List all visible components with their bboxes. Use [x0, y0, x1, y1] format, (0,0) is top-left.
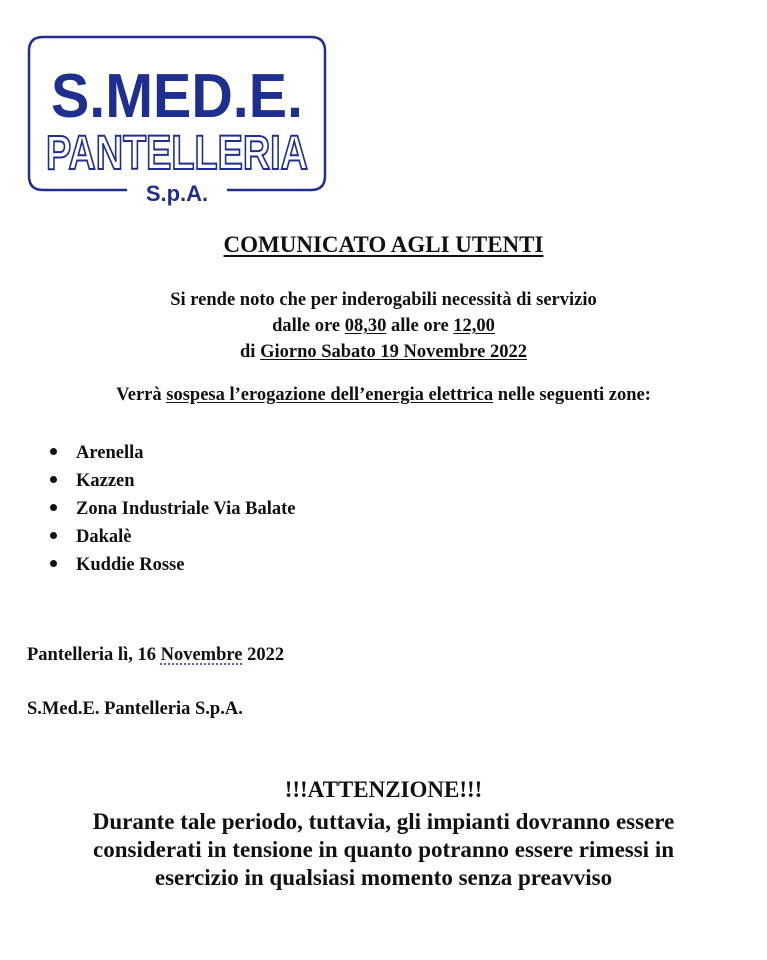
outage-announcement: [0, 385, 767, 406]
intro-line-1: Si rende noto che per inderogabili necessità di servizio: [170, 290, 597, 310]
bullet-icon: [50, 504, 57, 511]
zone-label: Dakalè: [76, 527, 132, 547]
date-year: 2022: [242, 645, 285, 665]
intro-line-2: [0, 313, 767, 339]
announcement-prefix: Verrà: [116, 385, 167, 405]
zone-label: Kuddie Rosse: [76, 555, 185, 575]
list-item: [50, 551, 295, 579]
warning-heading: !!!ATTENZIONE!!!: [284, 777, 483, 802]
intro-line-3: [0, 339, 767, 365]
date-prefix: Pantelleria lì, 16: [27, 645, 161, 665]
logo-smede-text: S.MED.E.: [51, 62, 303, 131]
page-title: COMUNICATO AGLI UTENTI: [223, 232, 544, 257]
company-logo: [27, 35, 327, 206]
zones-list: [50, 439, 295, 579]
zone-label: Kazzen: [76, 471, 135, 491]
notice-intro: [0, 287, 767, 365]
warning-body: [0, 808, 767, 892]
logo-spa-text: S.p.A.: [145, 181, 209, 206]
list-item: [50, 495, 295, 523]
start-time: 08,30: [344, 316, 387, 336]
announcement-highlight: sospesa l’erogazione dell’energia elettrica: [166, 385, 494, 405]
date-month: Novembre: [160, 645, 243, 665]
issue-date: [27, 645, 284, 666]
intro-time-prefix: dalle ore: [272, 316, 345, 336]
intro-time-middle: alle ore: [386, 316, 454, 336]
announcement-suffix: nelle seguenti zone:: [493, 385, 651, 405]
bullet-icon: [50, 560, 57, 567]
zone-label: Zona Industriale Via Balate: [76, 499, 296, 519]
logo-pantelleria-text: PANTELLERIA: [46, 127, 308, 180]
bullet-icon: [50, 476, 57, 483]
list-item: [50, 467, 295, 495]
end-time: 12,00: [453, 316, 495, 336]
intro-day-prefix: di: [240, 342, 261, 362]
warning-line-3: esercizio in qualsiasi momento senza preavviso: [154, 865, 613, 890]
bullet-icon: [50, 532, 57, 539]
warning-line-2: considerati in tensione in quanto potranno essere rimessi in: [93, 837, 674, 862]
bullet-icon: [50, 448, 57, 455]
zone-label: Arenella: [76, 443, 144, 463]
list-item: [50, 439, 295, 467]
warning-line-1: Durante tale periodo, tuttavia, gli impianti dovranno essere: [92, 809, 675, 834]
outage-day: Giorno Sabato 19 Novembre 2022: [260, 342, 527, 362]
list-item: [50, 523, 295, 551]
company-signature: S.Med.E. Pantelleria S.p.A.: [27, 699, 243, 719]
